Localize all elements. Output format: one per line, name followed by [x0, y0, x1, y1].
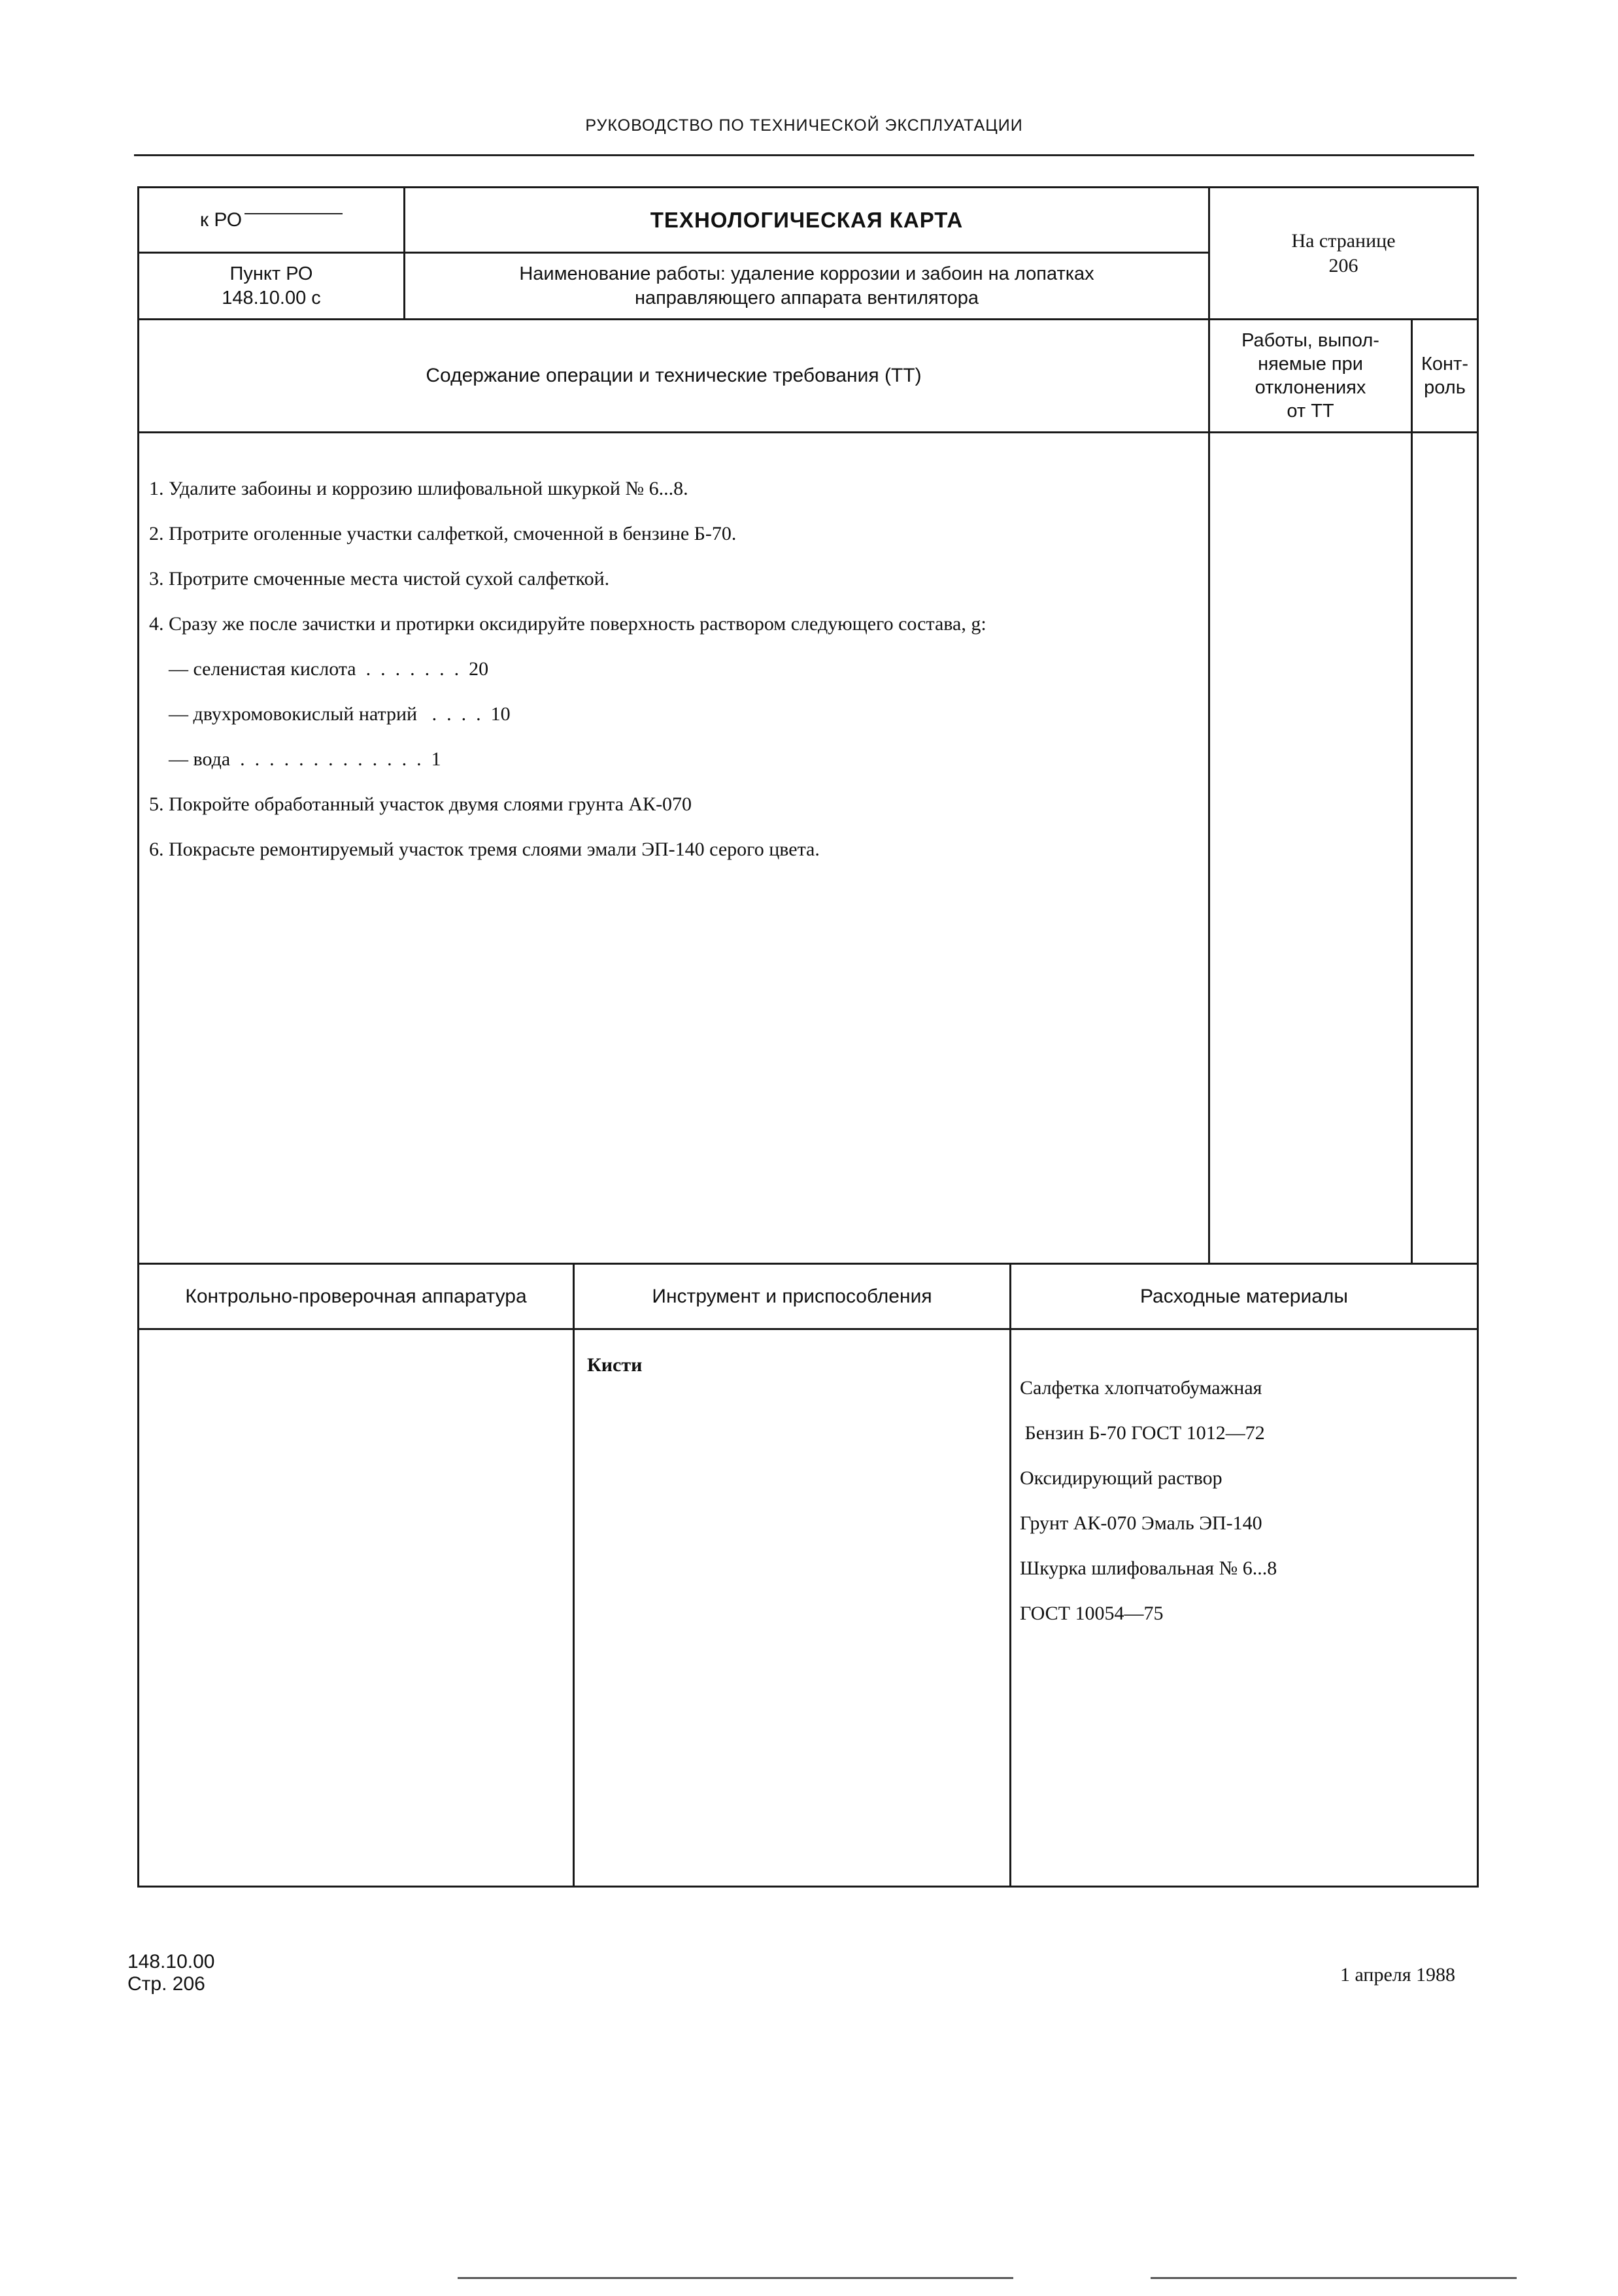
operation-step: 3. Протрите смоченные места чистой сухой салфеткой. [149, 567, 610, 590]
frame-line [1009, 1263, 1011, 1888]
material-item: Бензин Б-70 ГОСТ 1012—72 [1020, 1422, 1265, 1444]
ro-reference-label: к РО [199, 208, 243, 231]
deviations-column-header [1210, 320, 1411, 431]
footer-doc-number: 148.10.00 [127, 1951, 215, 1972]
equipment-header: Контрольно-проверочная аппаратура [185, 1285, 527, 1307]
tools-list: Кисти [587, 1354, 643, 1376]
composition-line: — селенистая кислота . . . . . . . 20 [149, 657, 489, 680]
item-number: 148.10.00 с [222, 287, 321, 308]
ro-reference-blank [244, 213, 343, 214]
material-item: Шкурка шлифовальная № 6...8 [1020, 1557, 1277, 1579]
materials-list [1020, 1354, 1464, 1648]
running-header: РУКОВОДСТВО ПО ТЕХНИЧЕСКОЙ ЭКСПЛУАТАЦИИ [585, 116, 1023, 135]
composition-line: — двухромовокислый натрий . . . . 10 [149, 703, 511, 725]
materials-header: Расходные материалы [1140, 1285, 1348, 1307]
item-label: Пункт РО [229, 263, 313, 285]
deviations-header-line: отклонениях [1255, 377, 1366, 398]
card-title: ТЕХНОЛОГИЧЕСКАЯ КАРТА [650, 207, 964, 232]
frame-line [1411, 318, 1413, 1265]
page-number: 206 [1328, 254, 1358, 276]
page-reference [1210, 188, 1477, 318]
operation-step: 2. Протрите оголенные участки салфеткой, смоченной в бензине Б-70. [149, 522, 737, 544]
frame-line [573, 1263, 575, 1888]
frame-line [137, 1328, 1479, 1330]
control-column-header [1413, 320, 1477, 431]
material-item: Грунт АК-070 Эмаль ЭП-140 [1020, 1512, 1262, 1534]
control-header-line: Конт- [1421, 353, 1468, 374]
deviations-header-line: Работы, выпол- [1241, 329, 1379, 351]
footer-date: 1 апреля 1988 [1340, 1964, 1456, 1986]
scan-artifact-line [1151, 2277, 1517, 2279]
ro-reference [139, 188, 403, 252]
operation-step: 6. Покрасьте ремонтируемый участок тремя слоями эмали ЭП-140 серого цвета. [149, 838, 820, 860]
material-item: Салфетка хлопчатобумажная [1020, 1376, 1262, 1399]
operations-list [149, 455, 1195, 884]
material-item: Оксидирующий раствор [1020, 1467, 1222, 1489]
deviations-header-line: от ТТ [1287, 401, 1334, 422]
frame-line [137, 186, 139, 1888]
material-item: ГОСТ 10054—75 [1020, 1602, 1164, 1624]
footer-reference [127, 1951, 214, 1995]
composition-line: — вода . . . . . . . . . . . . . 1 [149, 748, 441, 770]
scan-artifact-line [458, 2277, 1013, 2279]
deviations-header-line: няемые при [1258, 353, 1363, 374]
control-header-line: роль [1424, 377, 1466, 398]
operation-step: 1. Удалите забоины и коррозию шлифовальной шкуркой № 6...8. [149, 477, 688, 499]
content-column-header: Содержание операции и технические требования (ТТ) [426, 365, 922, 387]
operation-step: 5. Покройте обработанный участок двумя слоями грунта АК-070 [149, 793, 692, 815]
work-name-line1: Наименование работы: удаление коррозии и забоин на лопатках [519, 263, 1094, 285]
item-reference [139, 254, 403, 318]
work-name [405, 254, 1208, 318]
page-label: На странице [1291, 230, 1396, 252]
tools-header: Инструмент и приспособления [652, 1285, 932, 1307]
operation-step: 4. Сразу же после зачистки и протирки оксидируйте поверхность раствором следующего состава, g: [149, 612, 986, 635]
header-rule [134, 154, 1474, 156]
frame-line [137, 1886, 1479, 1888]
footer-page: Стр. 206 [127, 1973, 205, 1995]
frame-line [137, 431, 1479, 433]
work-name-line2: направляющего аппарата вентилятора [634, 287, 979, 308]
frame-line [1477, 186, 1479, 1888]
